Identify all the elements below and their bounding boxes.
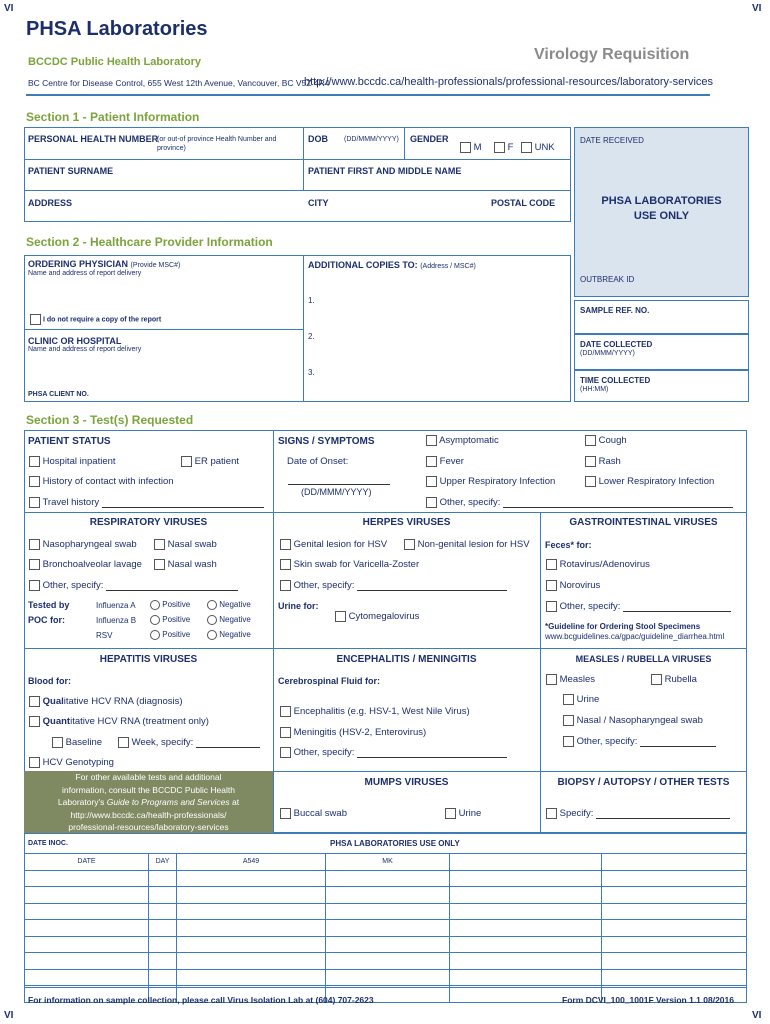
col-mk: MK bbox=[326, 854, 450, 871]
biopsy-specify-checkbox[interactable] bbox=[546, 808, 557, 819]
mumps-urine-checkbox[interactable] bbox=[445, 808, 456, 819]
resp-other-checkbox[interactable] bbox=[29, 580, 40, 591]
table-cell[interactable] bbox=[25, 887, 149, 904]
measles-header: MEASLES / RUBELLA VIRUSES bbox=[575, 654, 712, 664]
biopsy-specify-option[interactable]: Specify: bbox=[546, 808, 730, 819]
rsv-positive[interactable]: Positive bbox=[150, 630, 190, 640]
genital-hsv-checkbox[interactable] bbox=[280, 539, 291, 550]
gi-header: GASTROINTESTINAL VIRUSES bbox=[569, 517, 718, 528]
stool-guideline-url[interactable]: www.bcguidelines.ca/gpac/guideline_diarrhea.html bbox=[545, 632, 725, 641]
asymptomatic-option[interactable]: Asymptomatic bbox=[426, 435, 499, 446]
table-cell[interactable] bbox=[326, 936, 450, 953]
mumps-urine-option[interactable]: Urine bbox=[445, 808, 481, 819]
lab-address: BC Centre for Disease Control, 655 West 12th Avenue, Vancouver, BC V5Z 4R4 bbox=[28, 78, 330, 88]
first-name-label: PATIENT FIRST AND MIDDLE NAME bbox=[308, 166, 462, 176]
date-inoc-label: DATE INOC. bbox=[28, 840, 68, 847]
onset-input[interactable] bbox=[288, 476, 390, 485]
symptom-other-option[interactable]: Other, specify: bbox=[426, 497, 733, 508]
gender-unk-checkbox[interactable] bbox=[521, 142, 532, 153]
travel-history-checkbox[interactable] bbox=[29, 497, 40, 508]
fever-option[interactable]: Fever bbox=[426, 456, 464, 467]
corner-mark-top-left: VI bbox=[4, 3, 14, 14]
col-a549: A549 bbox=[177, 854, 326, 871]
table-cell[interactable] bbox=[25, 920, 149, 937]
table-cell[interactable] bbox=[177, 936, 326, 953]
flu-b-positive-radio[interactable] bbox=[150, 615, 160, 625]
ordering-physician-label: ORDERING PHYSICIAN (Provide MSC#) bbox=[28, 259, 181, 269]
section2-title: Section 2 - Healthcare Provider Information bbox=[26, 235, 273, 249]
table-cell[interactable] bbox=[602, 903, 747, 920]
corner-mark-top-right: VI bbox=[752, 3, 762, 14]
table-cell[interactable] bbox=[177, 920, 326, 937]
date-collected-format: (DD/MMM/YYYY) bbox=[580, 350, 635, 357]
measles-naso-option[interactable]: Nasal / Nasopharyngeal swab bbox=[563, 715, 703, 726]
buccal-option[interactable]: Buccal swab bbox=[280, 808, 347, 819]
gender-label: GENDER bbox=[410, 134, 449, 144]
gi-other-input[interactable] bbox=[623, 611, 731, 612]
client-no-label: PHSA CLIENT NO. bbox=[28, 391, 89, 398]
symptom-other-checkbox[interactable] bbox=[426, 497, 437, 508]
bal-checkbox[interactable] bbox=[29, 559, 40, 570]
postal-label: POSTAL CODE bbox=[491, 198, 556, 208]
er-patient-option[interactable]: ER patient bbox=[181, 456, 239, 467]
measles-urine-checkbox[interactable] bbox=[563, 694, 574, 705]
herpes-other-input[interactable] bbox=[357, 590, 507, 591]
resp-other-option[interactable]: Other, specify: bbox=[29, 580, 238, 591]
table-cell[interactable] bbox=[149, 920, 177, 937]
table-cell[interactable] bbox=[450, 903, 602, 920]
table-cell[interactable] bbox=[149, 870, 177, 887]
naso-swab-option[interactable]: Nasopharyngeal swab bbox=[29, 539, 137, 550]
buccal-checkbox[interactable] bbox=[280, 808, 291, 819]
hospital-inpatient-checkbox[interactable] bbox=[29, 456, 40, 467]
fever-checkbox[interactable] bbox=[426, 456, 437, 467]
table-cell[interactable] bbox=[25, 969, 149, 986]
form-title: Virology Requisition bbox=[534, 46, 690, 63]
table-cell[interactable] bbox=[149, 887, 177, 904]
hospital-inpatient-option[interactable]: Hospital inpatient bbox=[29, 456, 116, 467]
lab-use-only: PHSA LABORATORIES USE ONLY bbox=[601, 195, 722, 222]
measles-other-option[interactable]: Other, specify: bbox=[563, 736, 716, 747]
week-option[interactable]: Week, specify: bbox=[118, 737, 260, 748]
onset-label: Date of Onset: bbox=[287, 456, 349, 467]
phn-input[interactable] bbox=[28, 152, 298, 158]
dob-format: (DD/MMM/YYYY) bbox=[344, 136, 399, 143]
nongenital-hsv-checkbox[interactable] bbox=[404, 539, 415, 550]
herpes-other-checkbox[interactable] bbox=[280, 580, 291, 591]
table-cell[interactable] bbox=[149, 903, 177, 920]
measles-other-checkbox[interactable] bbox=[563, 736, 574, 747]
travel-history-option[interactable]: Travel history bbox=[29, 497, 264, 508]
measles-naso-checkbox[interactable] bbox=[563, 715, 574, 726]
info-box: For other available tests and additional information, consult the BCCDC Public Health Laboratory's Guide to Programs and Services at http://www.bccdc.ca/health-professionals/ professional-resources/laboratory-services bbox=[24, 771, 273, 833]
herpes-header: HERPES VIRUSES bbox=[362, 517, 451, 528]
copy-2[interactable]: 2. bbox=[308, 332, 315, 341]
rsv-negative[interactable]: Negative bbox=[207, 630, 251, 640]
ordering-physician-input[interactable] bbox=[28, 280, 298, 310]
date-received-label: DATE RECEIVED bbox=[580, 136, 644, 145]
biopsy-specify-input[interactable] bbox=[596, 818, 730, 819]
corner-mark-bottom-right: VI bbox=[752, 1010, 762, 1021]
flu-b-negative[interactable]: Negative bbox=[207, 615, 251, 625]
encephalitis-option[interactable]: Encephalitis (e.g. HSV-1, West Nile Virus) bbox=[280, 706, 470, 717]
encephalitis-header: ENCEPHALITIS / MENINGITIS bbox=[336, 654, 477, 665]
city-label: CITY bbox=[308, 198, 329, 208]
surname-input[interactable] bbox=[28, 177, 298, 187]
hcv-geno-checkbox[interactable] bbox=[29, 757, 40, 768]
tests-row-divider bbox=[24, 648, 747, 649]
enc-other-option[interactable]: Other, specify: bbox=[280, 747, 507, 758]
week-input[interactable] bbox=[196, 747, 260, 748]
stool-guideline: *Guideline for Ordering Stool Specimens bbox=[545, 622, 701, 631]
table-cell[interactable] bbox=[326, 887, 450, 904]
qual-hcv-option[interactable]: Qualitative HCV RNA (diagnosis) bbox=[29, 696, 183, 707]
table-cell[interactable] bbox=[602, 969, 747, 986]
table-cell[interactable] bbox=[177, 887, 326, 904]
nasal-wash-option[interactable]: Nasal wash bbox=[154, 559, 217, 570]
tests-row-divider bbox=[273, 771, 747, 772]
phn-note: (or out-of province Health Number and province) bbox=[157, 136, 277, 152]
uri-checkbox[interactable] bbox=[426, 476, 437, 487]
flu-b-label: Influenza B bbox=[96, 616, 137, 625]
table-cell[interactable] bbox=[25, 870, 149, 887]
no-copy-checkbox[interactable] bbox=[30, 314, 41, 325]
bal-option[interactable]: Bronchoalveolar lavage bbox=[29, 559, 142, 570]
uri-option[interactable]: Upper Respiratory Infection bbox=[426, 476, 555, 487]
provider-col-divider bbox=[303, 255, 304, 402]
vzv-option[interactable]: Skin swab for Varicella-Zoster bbox=[280, 559, 419, 570]
flu-b-positive[interactable]: Positive bbox=[150, 615, 190, 625]
gender-unk[interactable]: UNK bbox=[521, 142, 555, 153]
rsv-negative-radio[interactable] bbox=[207, 630, 217, 640]
encephalitis-checkbox[interactable] bbox=[280, 706, 291, 717]
footer-info: For information on sample collection, please call Virus Isolation Lab at (604) 707-2623 bbox=[28, 995, 374, 1005]
nongenital-hsv-option[interactable]: Non-genital lesion for HSV bbox=[404, 539, 530, 550]
lab-use-only-label: PHSA LABORATORIES USE ONLY bbox=[330, 839, 460, 848]
onset-format: (DD/MMM/YYYY) bbox=[301, 487, 372, 497]
meningitis-option[interactable]: Meningitis (HSV-2, Enterovirus) bbox=[280, 727, 426, 738]
hepatitis-header: HEPATITIS VIRUSES bbox=[99, 654, 198, 665]
table-cell[interactable] bbox=[326, 969, 450, 986]
dob-input[interactable] bbox=[308, 147, 400, 157]
gi-other-option[interactable]: Other, specify: bbox=[546, 601, 731, 612]
patient-col-divider bbox=[303, 127, 304, 190]
blood-label: Blood for: bbox=[28, 676, 71, 686]
table-cell[interactable] bbox=[149, 953, 177, 970]
gender-m-checkbox[interactable] bbox=[460, 142, 471, 153]
table-cell[interactable] bbox=[177, 903, 326, 920]
ordering-note: Name and address of report delivery bbox=[28, 270, 142, 277]
table-cell[interactable] bbox=[450, 936, 602, 953]
table-cell[interactable] bbox=[602, 870, 747, 887]
rsv-label: RSV bbox=[96, 631, 113, 640]
address-label: ADDRESS bbox=[28, 198, 73, 208]
rash-option[interactable]: Rash bbox=[585, 456, 621, 467]
date-collected-label: DATE COLLECTED bbox=[580, 340, 653, 349]
table-cell[interactable] bbox=[450, 920, 602, 937]
table-cell[interactable] bbox=[602, 887, 747, 904]
rota-checkbox[interactable] bbox=[546, 559, 557, 570]
lri-checkbox[interactable] bbox=[585, 476, 596, 487]
patient-status-header: PATIENT STATUS bbox=[28, 436, 111, 447]
contact-history-option[interactable]: History of contact with infection bbox=[29, 476, 174, 487]
table-cell[interactable] bbox=[450, 969, 602, 986]
cough-checkbox[interactable] bbox=[585, 435, 596, 446]
table-cell[interactable] bbox=[450, 887, 602, 904]
table-cell[interactable] bbox=[326, 953, 450, 970]
noro-checkbox[interactable] bbox=[546, 580, 557, 591]
lab-url[interactable]: http://www.bccdc.ca/health-professionals/professional-resources/laboratory-services bbox=[304, 76, 714, 88]
measles-urine-option[interactable]: Urine bbox=[563, 694, 599, 705]
col-date: DATE bbox=[25, 854, 149, 871]
col-blank bbox=[602, 854, 747, 871]
asymptomatic-checkbox[interactable] bbox=[426, 435, 437, 446]
table-cell[interactable] bbox=[450, 870, 602, 887]
cmv-option[interactable]: Cytomegalovirus bbox=[335, 611, 419, 622]
flu-b-negative-radio[interactable] bbox=[207, 615, 217, 625]
travel-history-input[interactable] bbox=[102, 507, 264, 508]
enc-other-input[interactable] bbox=[357, 757, 507, 758]
signs-header: SIGNS / SYMPTOMS bbox=[278, 436, 375, 447]
clinic-note: Name and address of report delivery bbox=[28, 346, 142, 353]
table-cell[interactable] bbox=[177, 969, 326, 986]
biopsy-header: BIOPSY / AUTOPSY / OTHER TESTS bbox=[557, 777, 730, 788]
rsv-positive-radio[interactable] bbox=[150, 630, 160, 640]
genital-hsv-option[interactable]: Genital lesion for HSV bbox=[280, 539, 387, 550]
patient-col-divider bbox=[404, 127, 405, 159]
table-cell[interactable] bbox=[25, 936, 149, 953]
measles-checkbox[interactable] bbox=[546, 674, 557, 685]
dob-label: DOB bbox=[308, 134, 328, 144]
qual-hcv-checkbox[interactable] bbox=[29, 696, 40, 707]
gender-f-checkbox[interactable] bbox=[494, 142, 505, 153]
herpes-other-option[interactable]: Other, specify: bbox=[280, 580, 507, 591]
baseline-option[interactable]: Baseline bbox=[52, 737, 102, 748]
section1-title: Section 1 - Patient Information bbox=[26, 110, 200, 124]
section3-title: Section 3 - Test(s) Requested bbox=[26, 413, 194, 427]
table-cell[interactable] bbox=[602, 920, 747, 937]
er-patient-checkbox[interactable] bbox=[181, 456, 192, 467]
cough-option[interactable]: Cough bbox=[585, 435, 627, 446]
hcv-geno-option[interactable]: HCV Genotyping bbox=[29, 757, 114, 768]
contact-history-checkbox[interactable] bbox=[29, 476, 40, 487]
tested-by-label: Tested by bbox=[28, 600, 70, 610]
poc-label: POC for: bbox=[28, 615, 65, 625]
header-rule bbox=[26, 94, 710, 96]
rubella-option[interactable]: Rubella bbox=[651, 674, 697, 685]
gender-m[interactable]: M bbox=[460, 142, 482, 153]
rubella-checkbox[interactable] bbox=[651, 674, 662, 685]
naso-swab-checkbox[interactable] bbox=[29, 539, 40, 550]
sample-ref-label: SAMPLE REF. NO. bbox=[580, 306, 650, 315]
resp-other-input[interactable] bbox=[106, 590, 238, 591]
symptom-other-input[interactable] bbox=[503, 507, 733, 508]
time-collected-format: (HH:MM) bbox=[580, 386, 609, 393]
first-name-input[interactable] bbox=[308, 177, 566, 187]
flu-a-negative-radio[interactable] bbox=[207, 600, 217, 610]
flu-a-label: Influenza A bbox=[96, 601, 136, 610]
measles-other-input[interactable] bbox=[640, 746, 716, 747]
cmv-checkbox[interactable] bbox=[335, 611, 346, 622]
outbreak-id-label: OUTBREAK ID bbox=[580, 275, 635, 284]
csf-label: Cerebrospinal Fluid for: bbox=[278, 676, 381, 686]
patient-row-divider bbox=[24, 190, 571, 191]
week-checkbox[interactable] bbox=[118, 737, 129, 748]
address-input[interactable] bbox=[28, 209, 298, 219]
rash-checkbox[interactable] bbox=[585, 456, 596, 467]
table-cell[interactable] bbox=[602, 936, 747, 953]
lab-grid bbox=[24, 853, 747, 1003]
col-day: DAY bbox=[149, 854, 177, 871]
flu-a-negative[interactable]: Negative bbox=[207, 600, 251, 610]
herpes-urine-label: Urine for: bbox=[278, 601, 319, 611]
col-blank bbox=[450, 854, 602, 871]
lri-option[interactable]: Lower Respiratory Infection bbox=[585, 476, 714, 487]
table-cell[interactable] bbox=[326, 903, 450, 920]
patient-row-divider bbox=[24, 159, 571, 160]
tests-row-divider bbox=[24, 512, 747, 513]
no-copy-option[interactable]: I do not require a copy of the report bbox=[30, 314, 161, 325]
table-cell[interactable] bbox=[177, 870, 326, 887]
table-cell[interactable] bbox=[177, 953, 326, 970]
respiratory-header: RESPIRATORY VIRUSES bbox=[89, 517, 208, 528]
mumps-header: MUMPS VIRUSES bbox=[364, 777, 449, 788]
additional-copies-label: ADDITIONAL COPIES TO: (Address / MSC#) bbox=[308, 260, 476, 270]
nasal-swab-option[interactable]: Nasal swab bbox=[154, 539, 217, 550]
surname-label: PATIENT SURNAME bbox=[28, 166, 114, 176]
table-cell[interactable] bbox=[602, 953, 747, 970]
baseline-checkbox[interactable] bbox=[52, 737, 63, 748]
time-collected-label: TIME COLLECTED bbox=[580, 376, 651, 385]
measles-option[interactable]: Measles bbox=[546, 674, 595, 685]
table-cell[interactable] bbox=[25, 953, 149, 970]
flu-a-positive[interactable]: Positive bbox=[150, 600, 190, 610]
noro-option[interactable]: Norovirus bbox=[546, 580, 600, 591]
quant-hcv-checkbox[interactable] bbox=[29, 716, 40, 727]
table-cell[interactable] bbox=[326, 870, 450, 887]
nasal-wash-checkbox[interactable] bbox=[154, 559, 165, 570]
tests-col-divider bbox=[273, 430, 274, 833]
table-cell[interactable] bbox=[149, 969, 177, 986]
feces-label: Feces* for: bbox=[545, 540, 592, 550]
enc-other-checkbox[interactable] bbox=[280, 747, 291, 758]
provider-row-divider bbox=[24, 329, 303, 330]
corner-mark-bottom-left: VI bbox=[4, 1010, 14, 1021]
table-cell[interactable] bbox=[450, 953, 602, 970]
form-number: Form DCVI_100_1001F Version 1.1 08/2016 bbox=[562, 995, 734, 1005]
table-cell[interactable] bbox=[25, 903, 149, 920]
org-subtitle: BCCDC Public Health Laboratory bbox=[28, 56, 201, 68]
clinic-input[interactable] bbox=[28, 356, 298, 386]
table-cell[interactable] bbox=[326, 920, 450, 937]
phn-label: PERSONAL HEALTH NUMBER bbox=[28, 134, 159, 144]
nasal-swab-checkbox[interactable] bbox=[154, 539, 165, 550]
gi-other-checkbox[interactable] bbox=[546, 601, 557, 612]
flu-a-positive-radio[interactable] bbox=[150, 600, 160, 610]
copy-1[interactable]: 1. bbox=[308, 296, 315, 305]
meningitis-checkbox[interactable] bbox=[280, 727, 291, 738]
copy-3[interactable]: 3. bbox=[308, 368, 315, 377]
rota-option[interactable]: Rotavirus/Adenovirus bbox=[546, 559, 650, 570]
table-cell[interactable] bbox=[149, 936, 177, 953]
org-title: PHSA Laboratories bbox=[26, 18, 208, 40]
quant-hcv-option[interactable]: Quantitative HCV RNA (treatment only) bbox=[29, 716, 209, 727]
clinic-label: CLINIC OR HOSPITAL bbox=[28, 336, 122, 346]
gender-f[interactable]: F bbox=[494, 142, 513, 153]
vzv-checkbox[interactable] bbox=[280, 559, 291, 570]
